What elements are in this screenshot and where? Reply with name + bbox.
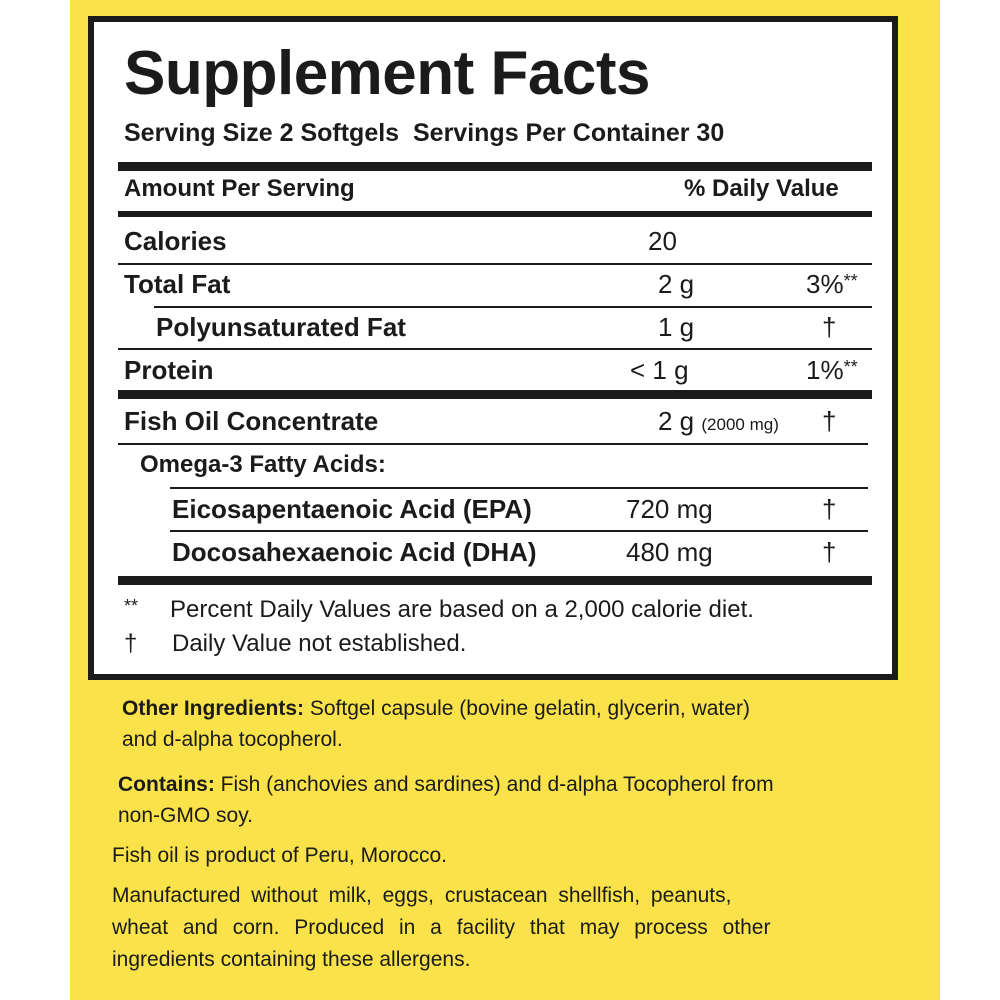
- protein-dv: [806, 355, 858, 386]
- contains-line2: non-GMO soy.: [118, 804, 253, 827]
- other-ingredients-line2: and d-alpha tocopherol.: [122, 728, 343, 751]
- fish-oil-dv: †: [822, 406, 837, 436]
- allergen-line1: Manufactured without milk, eggs, crustacean shellfish, peanuts,: [112, 884, 732, 907]
- fish-oil-amount: [658, 406, 779, 437]
- rule-thin: [170, 487, 868, 489]
- allergen-line3: ingredients containing these allergens.: [112, 948, 471, 971]
- serving-info: [124, 119, 724, 148]
- contains-line1: [118, 769, 774, 800]
- polyunsaturated-fat-dv: †: [822, 312, 837, 342]
- rule-thin: [118, 348, 872, 350]
- rule-thin: [154, 306, 872, 308]
- daily-value-header: % Daily Value: [684, 175, 839, 202]
- epa-dv: †: [822, 494, 837, 524]
- dha-dv: †: [822, 537, 837, 567]
- rule-thin: [118, 263, 872, 265]
- other-ingredients-text: Softgel capsule (bovine gelatin, glycerin, water): [304, 697, 750, 720]
- calories-label: Calories: [124, 226, 227, 256]
- rule-thick-top: [118, 162, 872, 171]
- polyunsaturated-fat-amount: 1 g: [658, 312, 695, 342]
- total-fat-dv-mark: **: [843, 271, 858, 291]
- protein-dv-value: 1%: [806, 355, 844, 385]
- protein-amount: < 1 g: [630, 355, 689, 385]
- total-fat-dv: [806, 269, 858, 300]
- rule-thick-bottom: [118, 576, 872, 585]
- rule-medium-header: [118, 211, 872, 217]
- protein-dv-mark: **: [843, 357, 858, 377]
- contains-label: Contains:: [118, 773, 215, 796]
- fish-oil-amount-value: 2 g: [658, 406, 695, 436]
- servings-per-container: Servings Per Container 30: [413, 119, 725, 147]
- amount-per-serving-header: Amount Per Serving: [124, 175, 355, 202]
- footnote-dagger-text: Daily Value not established.: [172, 630, 467, 657]
- total-fat-label: Total Fat: [124, 269, 231, 299]
- page-title: Supplement Facts: [124, 39, 650, 108]
- serving-size: Serving Size 2 Softgels: [124, 119, 400, 147]
- footnote-dagger-symbol: †: [124, 630, 138, 657]
- protein-label: Protein: [124, 355, 214, 385]
- footnote-percent-text: Percent Daily Values are based on a 2,000 calorie diet.: [170, 596, 754, 623]
- dha-label: Docosahexaenoic Acid (DHA): [172, 537, 537, 567]
- total-fat-dv-value: 3%: [806, 269, 844, 299]
- other-ingredients-label: Other Ingredients:: [122, 697, 305, 720]
- fish-oil-label: Fish Oil Concentrate: [124, 406, 379, 436]
- other-ingredients-line1: [122, 693, 750, 724]
- epa-label: Eicosapentaenoic Acid (EPA): [172, 494, 532, 524]
- calories-amount: 20: [648, 226, 677, 256]
- footnote-percent-symbol: **: [124, 596, 139, 616]
- origin-text: Fish oil is product of Peru, Morocco.: [112, 844, 447, 867]
- rule-thin: [118, 443, 868, 445]
- rule-thin: [170, 530, 868, 532]
- allergen-line2: wheat and corn. Produced in a facility that may process other: [112, 916, 771, 939]
- total-fat-amount: 2 g: [658, 269, 695, 299]
- epa-amount: 720 mg: [626, 494, 713, 524]
- contains-text: Fish (anchovies and sardines) and d-alpha Tocopherol from: [214, 773, 774, 796]
- polyunsaturated-fat-label: Polyunsaturated Fat: [156, 312, 406, 342]
- dha-amount: 480 mg: [626, 537, 713, 567]
- fish-oil-amount-note: (2000 mg): [701, 415, 779, 434]
- rule-thick-mid: [118, 390, 872, 399]
- omega3-label: Omega-3 Fatty Acids:: [140, 451, 386, 478]
